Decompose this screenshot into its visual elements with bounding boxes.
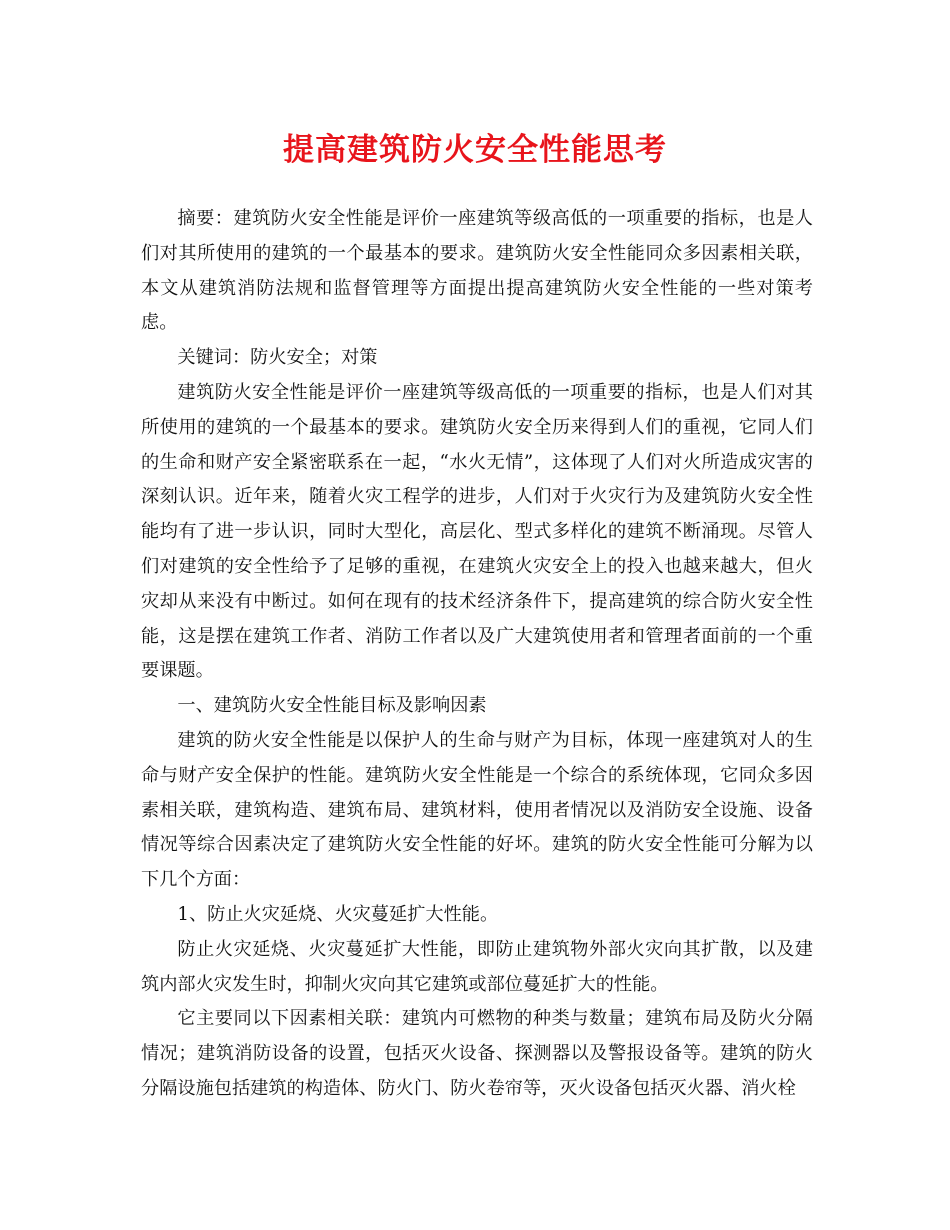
abstract-paragraph: 摘要：建筑防火安全性能是评价一座建筑等级高低的一项重要的指标，也是人们对其所使用的建筑的一个最基本的要求。建筑防火安全性能同众多因素相关联，本文从建筑消防法规和监督管理等方面提出提高建筑防火安全性能的一些对策考虑。 [141,208,813,334]
keywords-paragraph: 关键词：防火安全；对策 [177,347,378,369]
subsection-heading: 1、防止火灾延烧、火灾蔓延扩大性能。 [177,903,499,925]
section-heading: 一、建筑防火安全性能目标及影响因素 [177,695,487,717]
intro-paragraph: 建筑防火安全性能是评价一座建筑等级高低的一项重要的指标，也是人们对其所使用的建筑的一个最基本的要求。建筑防火安全历来得到人们的重视，它同人们的生命和财产安全紧密联系在一起，“水火无情”，这体现了人们对火所造成灾害的深刻认识。近年来，随着火灾工程学的进步，人们对于火灾行为及建筑防火安全性能均有了进一步认识，同时大型化，高层化、型式多样化的建筑不断涌现。尽管人们对建筑的安全性给予了足够的重视，在建筑火灾安全上的投入也越来越大，但火灾却从来没有中断过。如何在现有的技术经济条件下，提高建筑的综合防火安全性能，这是摆在建筑工作者、消防工作者以及广大建筑使用者和管理者面前的一个重要课题。 [141,381,813,682]
document-body [141,202,813,1107]
body-paragraph: 它主要同以下因素相关联：建筑内可燃物的种类与数量；建筑布局及防火分隔情况；建筑消防设备的设置，包括灭火设备、探测器以及警报设备等。建筑的防火分隔设施包括建筑的构造体、防火门、防火卷帘等，灭火设备包括灭火器、消火栓 [141,1008,813,1099]
body-paragraph: 防止火灾延烧、火灾蔓延扩大性能，即防止建筑物外部火灾向其扩散，以及建筑内部火灾发生时，抑制火灾向其它建筑或部位蔓延扩大的性能。 [141,938,813,995]
document-title: 提高建筑防火安全性能思考 [283,132,667,168]
body-paragraph: 建筑的防火安全性能是以保护人的生命与财产为目标，体现一座建筑对人的生命与财产安全保护的性能。建筑防火安全性能是一个综合的系统体现，它同众多因素相关联，建筑构造、建筑布局、建筑材料，使用者情况以及消防安全设施、设备情况等综合因素决定了建筑防火安全性能的好坏。建筑的防火安全性能可分解为以下几个方面： [141,729,813,891]
